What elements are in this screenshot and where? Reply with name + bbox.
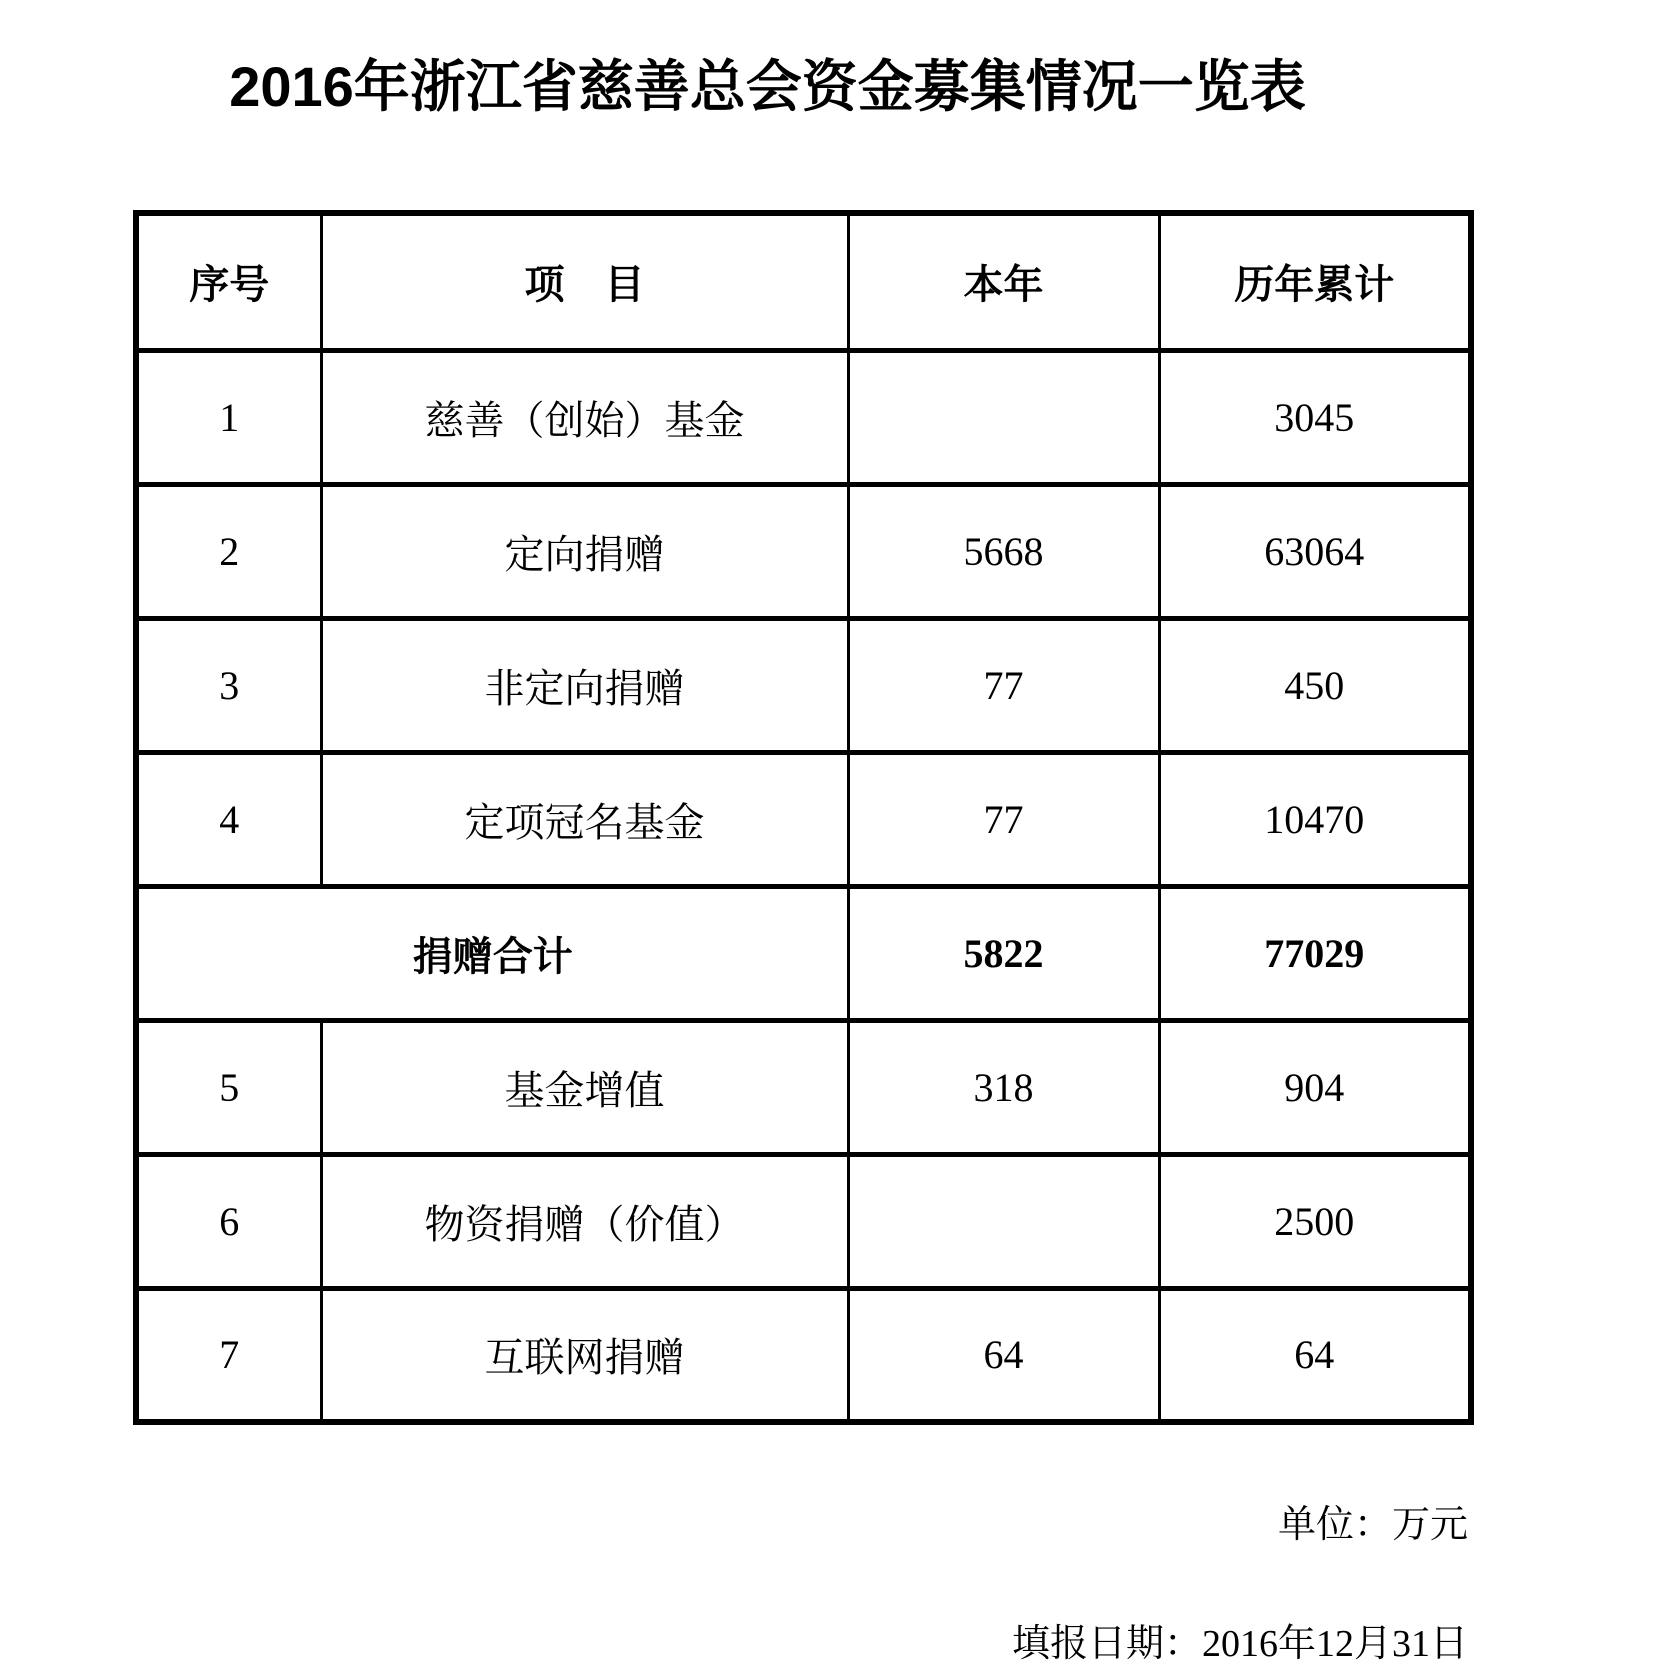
total-cell: 450: [1159, 618, 1471, 752]
item-cell: 互联网捐赠: [321, 1288, 848, 1422]
total-label-cell: 捐赠合计: [136, 886, 848, 1020]
table-row: [136, 1020, 1471, 1154]
item-cell: 非定向捐赠: [321, 618, 848, 752]
total-cell: 3045: [1159, 350, 1471, 484]
fundraising-summary-table: [133, 210, 1474, 1425]
year-cell: 318: [848, 1020, 1159, 1154]
total-cell: 64: [1159, 1288, 1471, 1422]
row-no-cell: 2: [136, 484, 321, 618]
table-header-row: [136, 213, 1471, 350]
table-row: [136, 1288, 1471, 1422]
item-cell: 基金增值: [321, 1020, 848, 1154]
table-row: [136, 484, 1471, 618]
year-cell: [848, 350, 1159, 484]
col-header-item: 项 目: [321, 213, 848, 350]
total-cell: 63064: [1159, 484, 1471, 618]
item-cell: 慈善（创始）基金: [321, 350, 848, 484]
year-cell: 5668: [848, 484, 1159, 618]
year-cell: 5822: [848, 886, 1159, 1020]
total-cell: 2500: [1159, 1154, 1471, 1288]
item-cell: 定项冠名基金: [321, 752, 848, 886]
table-row: [136, 752, 1471, 886]
year-cell: 64: [848, 1288, 1159, 1422]
row-no-cell: 4: [136, 752, 321, 886]
item-cell: 物资捐赠（价值）: [321, 1154, 848, 1288]
col-header-total: 历年累计: [1159, 213, 1471, 350]
row-no-cell: 5: [136, 1020, 321, 1154]
total-cell: 904: [1159, 1020, 1471, 1154]
table-row: [136, 350, 1471, 484]
col-header-year: 本年: [848, 213, 1159, 350]
table-row: [136, 618, 1471, 752]
report-date-note: 填报日期：2016年12月31日: [1011, 1623, 1468, 1665]
report-title: 2016年浙江省慈善总会资金募集情况一览表: [229, 55, 1306, 118]
col-header-no: 序号: [136, 213, 321, 350]
year-cell: 77: [848, 618, 1159, 752]
row-no-cell: 1: [136, 350, 321, 484]
year-cell: [848, 1154, 1159, 1288]
donation-total-row: [136, 886, 1471, 1020]
unit-note: 单位：万元: [1277, 1504, 1468, 1546]
row-no-cell: 6: [136, 1154, 321, 1288]
total-cell: 10470: [1159, 752, 1471, 886]
table-row: [136, 1154, 1471, 1288]
year-cell: 77: [848, 752, 1159, 886]
total-cell: 77029: [1159, 886, 1471, 1020]
row-no-cell: 3: [136, 618, 321, 752]
item-cell: 定向捐赠: [321, 484, 848, 618]
row-no-cell: 7: [136, 1288, 321, 1422]
